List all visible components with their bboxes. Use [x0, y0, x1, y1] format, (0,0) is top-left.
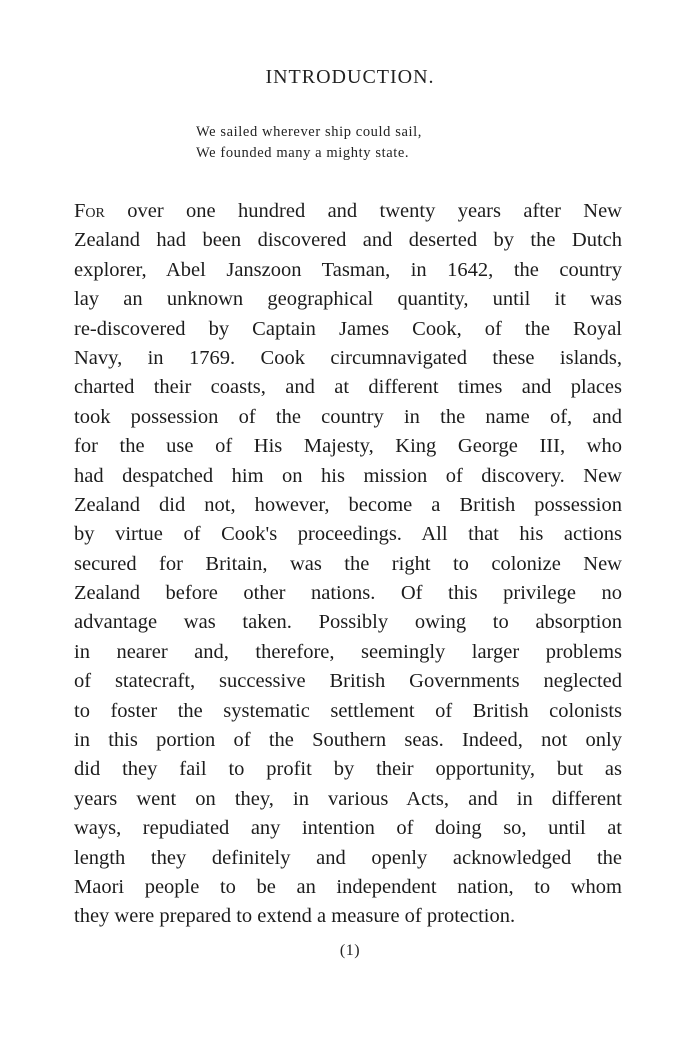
paragraph-line: Zealand had been discovered and deserted by the Dutch [74, 229, 622, 252]
paragraph-line: secured for Britain, was the right to colonize New [74, 552, 622, 575]
paragraph-line: by virtue of Cook's proceedings. All that his actions [74, 523, 622, 546]
paragraph-line: took possession of the country in the name of, and [74, 405, 622, 428]
paragraph-line: to foster the systematic settlement of British colonists [74, 699, 622, 722]
paragraph-line: Zealand before other nations. Of this privilege no [74, 582, 622, 605]
paragraph-line: in this portion of the Southern seas. Indeed, not only [74, 729, 622, 752]
paragraph-line: of statecraft, successive British Governments neglected [74, 670, 622, 693]
paragraph-line: re-discovered by Captain James Cook, of the Royal [74, 317, 622, 340]
paragraph-line: they were prepared to extend a measure of protection. [74, 905, 516, 928]
epigraph [196, 122, 422, 164]
epigraph-line: We sailed wherever ship could sail, [196, 124, 422, 140]
paragraph-line: years went on they, in various Acts, and in different [74, 787, 622, 810]
page-number: (1) [339, 942, 361, 959]
paragraph-line: in nearer and, therefore, seemingly larger problems [74, 640, 622, 663]
paragraph-line: for the use of His Majesty, King George III, who [74, 435, 622, 458]
lead-word: For [74, 200, 105, 222]
paragraph-line: Zealand did not, however, become a British possession [74, 493, 622, 516]
paragraph-line: advantage was taken. Possibly owing to absorption [74, 611, 622, 634]
paragraph-line: had despatched him on his mission of discovery. New [74, 464, 622, 487]
paragraph-line: did they fail to profit by their opportunity, but as [74, 758, 622, 781]
paragraph-line: Maori people to be an independent nation, to whom [74, 875, 622, 898]
paragraph-line: explorer, Abel Janszoon Tasman, in 1642, the country [74, 258, 622, 281]
paragraph-line [74, 197, 622, 226]
paragraph-line: charted their coasts, and at different times and places [74, 376, 622, 399]
epigraph-line: We founded many a mighty state. [196, 145, 410, 161]
paragraph-line-text: over one hundred and twenty years after New [104, 200, 622, 222]
paragraph-line: lay an unknown geographical quantity, until it was [74, 288, 622, 311]
paragraph-line: Navy, in 1769. Cook circumnavigated these islands, [74, 346, 622, 369]
paragraph-line: ways, repudiated any intention of doing so, until at [74, 817, 622, 840]
paragraph-line: length they definitely and openly acknowledged the [74, 846, 622, 869]
page-title: INTRODUCTION. [265, 66, 435, 88]
body-paragraph [74, 197, 622, 932]
